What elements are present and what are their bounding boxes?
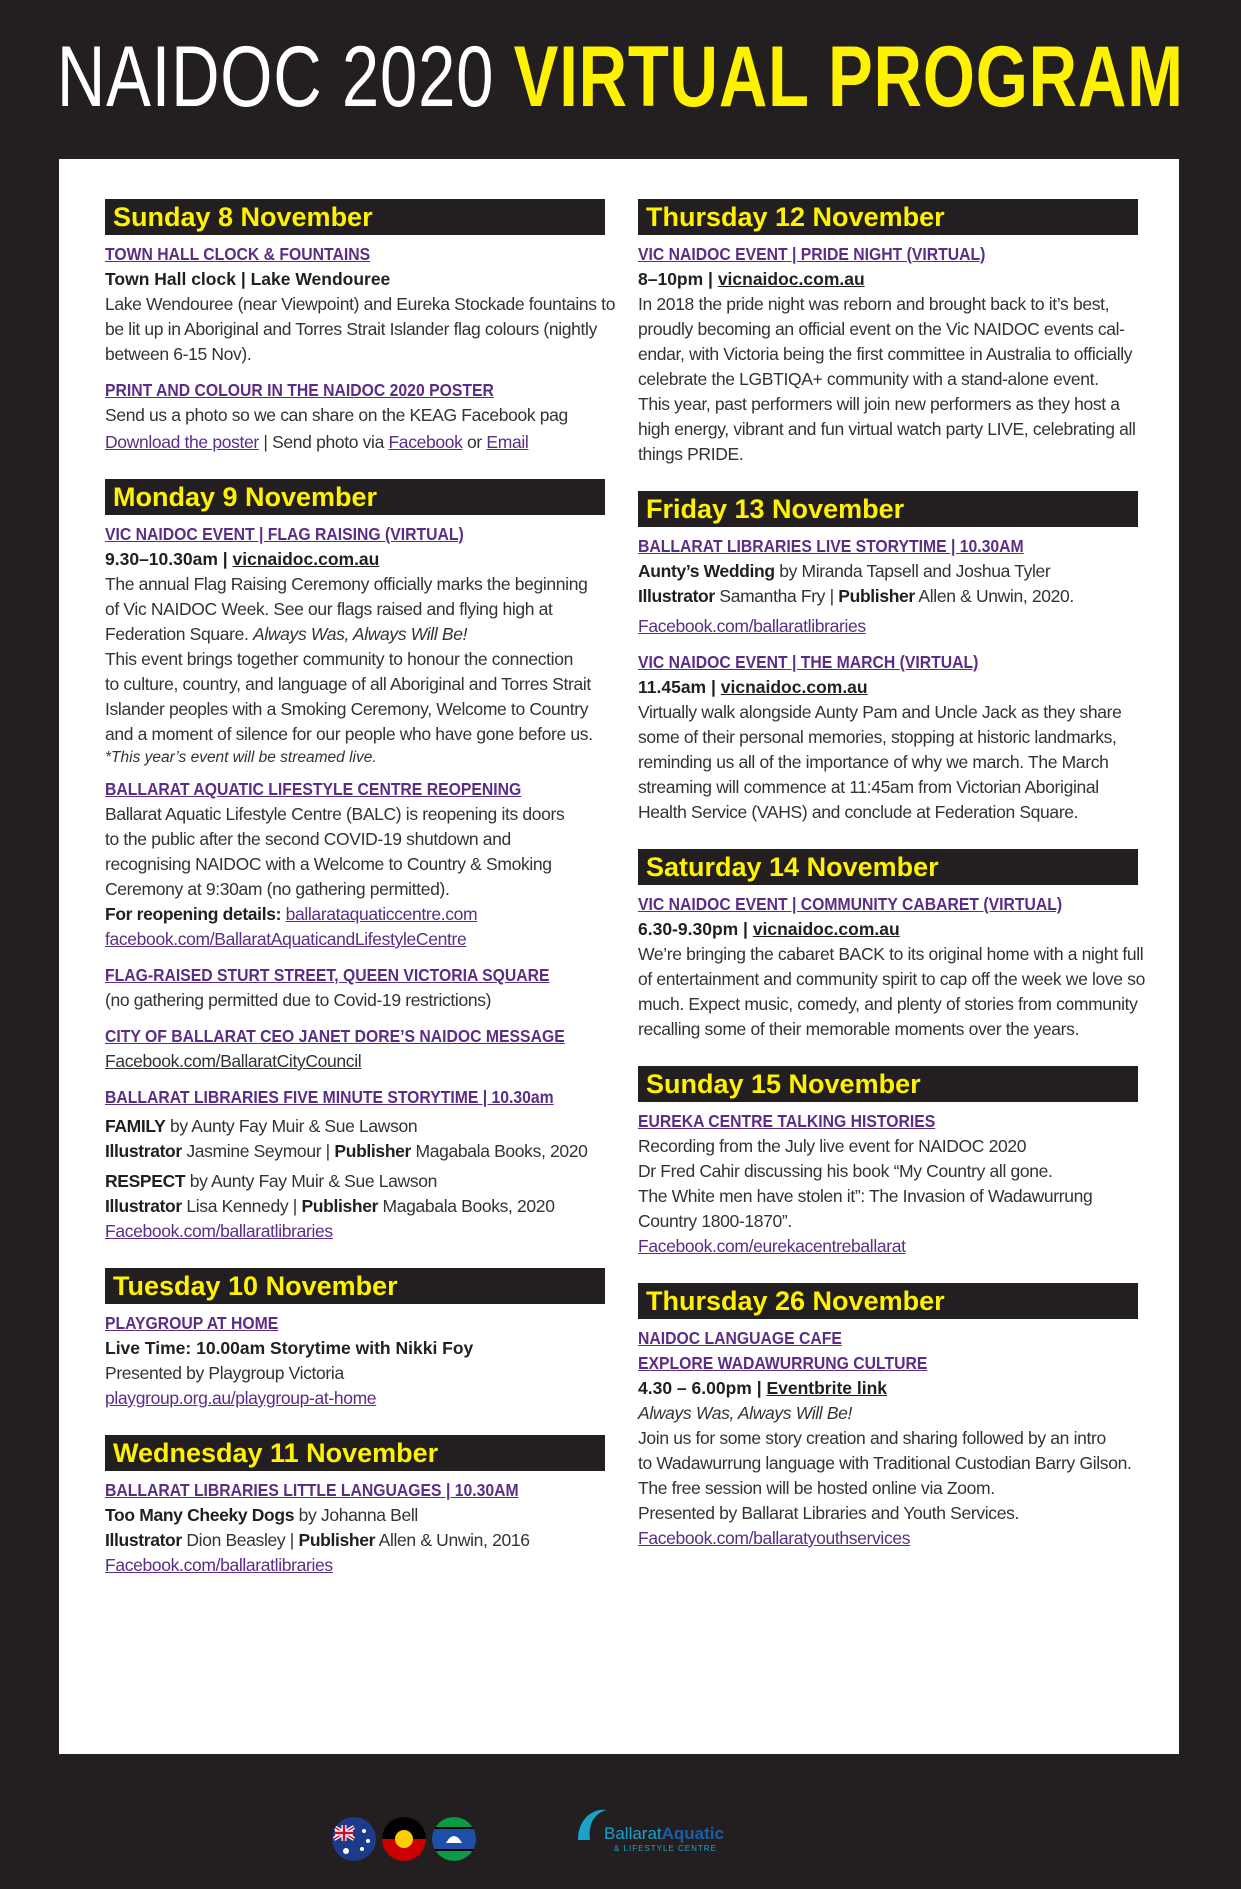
libraries-link-line bbox=[638, 614, 1138, 639]
event-text: Country 1800-1870”. bbox=[638, 1211, 792, 1231]
slogan-text: Always Was, Always Will Be! bbox=[253, 624, 468, 644]
event-the-march bbox=[638, 650, 1138, 825]
book-credits bbox=[105, 1194, 605, 1219]
facebook-link[interactable]: Facebook bbox=[388, 432, 463, 452]
logo-text: Ballarat bbox=[604, 1824, 662, 1843]
event-title[interactable]: CITY OF BALLARAT CEO JANET DORE’S NAIDOC MESSAGE bbox=[105, 1026, 565, 1046]
event-text: proudly becoming an official event on the Vic NAIDOC events cal- bbox=[638, 319, 1125, 339]
wave-icon bbox=[574, 1804, 608, 1844]
publisher-label: Publisher bbox=[334, 1141, 411, 1161]
youth-services-logo bbox=[902, 1817, 1017, 1865]
aquatic-facebook-link[interactable]: facebook.com/BallaratAquaticandLifestyleCentre bbox=[105, 929, 467, 949]
time-text: 11.45am | bbox=[638, 677, 721, 697]
event-title[interactable]: FLAG-RAISED STURT STREET, QUEEN VICTORIA SQUARE bbox=[105, 965, 550, 985]
right-column bbox=[638, 199, 1145, 1551]
event-language-cafe bbox=[638, 1326, 1138, 1551]
event-pride-night bbox=[638, 242, 1138, 467]
event-text: streaming will commence at 11:45am from Victorian Aboriginal bbox=[638, 777, 1099, 797]
event-cabaret bbox=[638, 892, 1145, 1042]
aquatic-facebook-line bbox=[105, 927, 605, 952]
day-header-wed11: Wednesday 11 November bbox=[105, 1435, 605, 1471]
event-time bbox=[638, 267, 1138, 292]
event-sturt-street bbox=[105, 963, 605, 1013]
event-text: things PRIDE. bbox=[638, 444, 744, 464]
event-text: some of their personal memories, stopping at historic landmarks, bbox=[638, 727, 1117, 747]
illustrator-name: Lisa Kennedy | bbox=[181, 1196, 302, 1216]
details-label: For reopening details: bbox=[105, 904, 286, 924]
libraries-facebook-link[interactable]: Facebook.com/ballaratlibraries bbox=[105, 1221, 333, 1241]
event-text: Lake Wendouree (near Viewpoint) and Eureka Stockade fountains to bbox=[105, 294, 616, 314]
book-line bbox=[105, 1169, 605, 1194]
event-text: Ceremony at 9:30am (no gathering permitted). bbox=[105, 879, 450, 899]
event-text: recognising NAIDOC with a Welcome to Country & Smoking bbox=[105, 854, 552, 874]
publisher-label: Publisher bbox=[298, 1530, 376, 1550]
book-author: by Aunty Fay Muir & Sue Lawson bbox=[185, 1171, 437, 1191]
event-little-languages bbox=[105, 1478, 605, 1578]
event-live-storytime bbox=[638, 534, 1138, 639]
illustrator-name: Dion Beasley | bbox=[181, 1530, 299, 1550]
logo-text: CENTRE bbox=[1050, 1827, 1147, 1852]
publisher-name: Magabala Books, 2020 bbox=[411, 1141, 588, 1161]
event-text: Health Service (VAHS) and conclude at Federation Square. bbox=[638, 802, 1079, 822]
youth-link-line bbox=[638, 1526, 1138, 1551]
sponsor-footer bbox=[59, 1799, 1179, 1889]
event-text: Send us a photo so we can share on the KEAG Facebook pag bbox=[105, 405, 568, 425]
australian-flag-icon bbox=[332, 1817, 376, 1861]
logo-text: LIBRARIES bbox=[757, 1829, 881, 1855]
playgroup-link[interactable]: playgroup.org.au/playgroup-at-home bbox=[105, 1388, 377, 1408]
reopening-details bbox=[105, 902, 605, 927]
ballarat-aquatic-logo bbox=[574, 1804, 724, 1853]
event-title[interactable]: VIC NAIDOC EVENT | FLAG RAISING (VIRTUAL) bbox=[105, 524, 464, 544]
event-text: be lit up in Aboriginal and Torres Strait Islander flag colours (nightly bbox=[105, 319, 597, 339]
event-title[interactable]: BALLARAT LIBRARIES LIVE STORYTIME | 10.30AM bbox=[638, 536, 1024, 556]
logo-text: EUREKA bbox=[1049, 1805, 1148, 1830]
event-text: This year, past performers will join new performers as they host a bbox=[638, 394, 1120, 414]
event-text: In 2018 the pride night was reborn and brought back to it’s best, bbox=[638, 294, 1110, 314]
event-text: to the public after the second COVID-19 shutdown and bbox=[105, 829, 511, 849]
eureka-facebook-link[interactable]: Facebook.com/eurekacentreballarat bbox=[638, 1236, 906, 1256]
stream-note: *This year’s event will be streamed live. bbox=[105, 749, 377, 766]
event-text: between 6-15 Nov). bbox=[105, 344, 252, 364]
illustrator-label: Illustrator bbox=[638, 586, 715, 606]
event-five-minute-storytime bbox=[105, 1085, 605, 1244]
book-line bbox=[105, 1503, 605, 1528]
event-time: Live Time: 10.00am Storytime with Nikki Foy bbox=[105, 1338, 474, 1358]
separator-text: | Send photo via bbox=[258, 432, 389, 452]
illustrator-label: Illustrator bbox=[105, 1530, 182, 1550]
event-title[interactable]: TOWN HALL CLOCK & FOUNTAINS bbox=[105, 244, 371, 264]
event-text: recalling some of their memorable moments over the years. bbox=[638, 1019, 1080, 1039]
logo-text: Aquatic bbox=[661, 1824, 724, 1843]
book-credits bbox=[638, 584, 1138, 609]
day-header-sat14: Saturday 14 November bbox=[638, 849, 1138, 885]
illustrator-label: Illustrator bbox=[105, 1141, 182, 1161]
event-flag-raising bbox=[105, 522, 605, 769]
event-ceo-message bbox=[105, 1024, 605, 1074]
publisher-name: Magabala Books, 2020 bbox=[378, 1196, 555, 1216]
event-time bbox=[638, 917, 1138, 942]
illustrator-name: Jasmine Seymour | bbox=[181, 1141, 335, 1161]
event-text: celebrate the LGBTIQA+ community with a stand-alone event. bbox=[638, 369, 1099, 389]
eureka-centre-logo bbox=[1049, 1807, 1148, 1863]
event-text: to culture, country, and language of all Aboriginal and Torres Strait bbox=[105, 674, 591, 694]
poster-links bbox=[105, 430, 605, 455]
event-poster bbox=[105, 378, 605, 455]
left-column bbox=[105, 199, 616, 1578]
event-title[interactable]: BALLARAT AQUATIC LIFESTYLE CENTRE REOPENING bbox=[105, 779, 522, 799]
page-title bbox=[57, 29, 1184, 125]
event-aquatic-reopening bbox=[105, 777, 605, 952]
day-header-thu26: Thursday 26 November bbox=[638, 1283, 1138, 1319]
event-text: The free session will be hosted online via Zoom. bbox=[638, 1478, 995, 1498]
ballarat-emblem-icon bbox=[268, 1800, 328, 1860]
event-text: The annual Flag Raising Ceremony officially marks the beginning bbox=[105, 574, 588, 594]
day-header-sun15: Sunday 15 November bbox=[638, 1066, 1138, 1102]
time-text: 8–10pm | bbox=[638, 269, 718, 289]
book-author: by Johanna Bell bbox=[294, 1505, 418, 1525]
day-header-fri13: Friday 13 November bbox=[638, 491, 1138, 527]
download-poster-link[interactable]: Download the poster bbox=[105, 432, 259, 452]
event-town-hall bbox=[105, 242, 616, 367]
eureka-link-line bbox=[638, 1234, 1138, 1259]
event-title[interactable]: EXPLORE WADAWURRUNG CULTURE bbox=[638, 1353, 928, 1373]
time-text: 4.30 – 6.00pm | bbox=[638, 1378, 767, 1398]
event-text: and a moment of silence for our people who have gone before us. bbox=[105, 724, 593, 744]
event-text: endar, with Victoria being the first committee in Australia to officially bbox=[638, 344, 1133, 364]
day-header-tue10: Tuesday 10 November bbox=[105, 1268, 605, 1304]
vicnaidoc-link[interactable]: vicnaidoc.com.au bbox=[717, 269, 865, 289]
email-link[interactable]: Email bbox=[486, 432, 529, 452]
libraries-link-line bbox=[105, 1553, 605, 1578]
event-time bbox=[638, 675, 1138, 700]
event-text: (no gathering permitted due to Covid-19 restrictions) bbox=[105, 990, 492, 1010]
event-text: The White men have stolen it”: The Invasion of Wadawurrung bbox=[638, 1186, 1093, 1206]
event-playgroup bbox=[105, 1311, 605, 1411]
book-line bbox=[638, 559, 1138, 584]
event-title[interactable]: PLAYGROUP AT HOME bbox=[105, 1313, 279, 1333]
event-text: Ballarat Aquatic Lifestyle Centre (BALC) is reopening its doors bbox=[105, 804, 565, 824]
book-line bbox=[105, 1114, 605, 1139]
libraries-link-line bbox=[105, 1219, 605, 1244]
book-title: RESPECT bbox=[105, 1171, 186, 1191]
event-text: much. Expect music, comedy, and plenty of stories from community bbox=[638, 994, 1138, 1014]
book-title: Too Many Cheeky Dogs bbox=[105, 1505, 295, 1525]
eventbrite-link[interactable]: Eventbrite link bbox=[766, 1378, 888, 1398]
page-header bbox=[0, 0, 1241, 158]
vicnaidoc-link[interactable]: vicnaidoc.com.au bbox=[232, 549, 380, 569]
youth-facebook-link[interactable]: Facebook.com/ballaratyouthservices bbox=[638, 1528, 911, 1548]
council-facebook-link[interactable]: Facebook.com/BallaratCityCouncil bbox=[105, 1051, 362, 1071]
book-title: FAMILY bbox=[105, 1116, 166, 1136]
publisher-name: Allen & Unwin, 2020. bbox=[914, 586, 1074, 606]
event-title[interactable]: VIC NAIDOC EVENT | COMMUNITY CABARET (VIRTUAL) bbox=[638, 894, 1063, 914]
illustrator-label: Illustrator bbox=[105, 1196, 182, 1216]
event-time bbox=[105, 547, 605, 572]
event-title[interactable]: BALLARAT LIBRARIES FIVE MINUTE STORYTIME | 10.30am bbox=[105, 1087, 554, 1107]
event-text: Presented by Playgroup Victoria bbox=[105, 1363, 344, 1383]
event-text: high energy, vibrant and fun virtual watch party LIVE, celebrating all bbox=[638, 419, 1136, 439]
event-text: Virtually walk alongside Aunty Pam and Uncle Jack as they share bbox=[638, 702, 1122, 722]
event-title[interactable]: BALLARAT LIBRARIES LITTLE LANGUAGES | 10.30AM bbox=[105, 1480, 519, 1500]
day-header-mon9: Monday 9 November bbox=[105, 479, 605, 515]
libraries-facebook-link[interactable]: Facebook.com/ballaratlibraries bbox=[105, 1555, 333, 1575]
title-yellow-part: VIRTUAL PROGRAM bbox=[513, 29, 1184, 125]
title-white-part: NAIDOC 2020 bbox=[57, 29, 495, 125]
event-text: reminding us all of the importance of why we march. The March bbox=[638, 752, 1109, 772]
logo-text: YOUTH bbox=[912, 1819, 1007, 1849]
event-text bbox=[105, 622, 605, 647]
event-text: to Wadawurrung language with Traditional Custodian Barry Gilson. bbox=[638, 1453, 1132, 1473]
city-of-ballarat-logo bbox=[119, 1807, 328, 1860]
logo-text: LOVE YOUR LIBRARY bbox=[768, 1854, 870, 1864]
or-text: or bbox=[462, 432, 487, 452]
logo-text: & LIFESTYLE CENTRE bbox=[614, 1844, 717, 1853]
event-text: of entertainment and community spirit to cap off the week we love so bbox=[638, 969, 1145, 989]
aboriginal-flag-icon bbox=[382, 1817, 426, 1861]
text-part: Federation Square. bbox=[105, 624, 254, 644]
time-text: 9.30–10.30am | bbox=[105, 549, 233, 569]
event-title[interactable]: VIC NAIDOC EVENT | PRIDE NIGHT (VIRTUAL) bbox=[638, 244, 986, 264]
event-title[interactable]: PRINT AND COLOUR IN THE NAIDOC 2020 POSTER bbox=[105, 380, 494, 400]
event-text: Dr Fred Cahir discussing his book “My Country all gone. bbox=[638, 1161, 1053, 1181]
playgroup-link-line bbox=[105, 1386, 605, 1411]
event-title[interactable]: VIC NAIDOC EVENT | THE MARCH (VIRTUAL) bbox=[638, 652, 979, 672]
logo-text: SERVICES bbox=[918, 1846, 1000, 1861]
publisher-label: Publisher bbox=[301, 1196, 379, 1216]
aquatic-site-link[interactable]: ballarataquaticcentre.com bbox=[285, 904, 478, 924]
libraries-facebook-link[interactable]: Facebook.com/ballaratlibraries bbox=[638, 616, 866, 636]
book-author: by Miranda Tapsell and Joshua Tyler bbox=[774, 561, 1051, 581]
slogan-text: Always Was, Always Will Be! bbox=[638, 1403, 853, 1423]
logo-text: CITY OF bbox=[119, 1807, 182, 1824]
logo-text: BALLARAT bbox=[1063, 1852, 1134, 1862]
book-title: Aunty’s Wedding bbox=[638, 561, 775, 581]
event-title[interactable]: EUREKA CENTRE TALKING HISTORIES bbox=[638, 1111, 936, 1131]
publisher-label: Publisher bbox=[838, 586, 915, 606]
event-text: Islander peoples with a Smoking Ceremony, Welcome to Country bbox=[105, 699, 589, 719]
vicnaidoc-link[interactable]: vicnaidoc.com.au bbox=[752, 919, 900, 939]
day-header-sun8: Sunday 8 November bbox=[105, 199, 605, 235]
logo-text: BALLARAT bbox=[119, 1827, 264, 1857]
ballarat-libraries-logo bbox=[757, 1809, 881, 1865]
book-credits bbox=[105, 1139, 605, 1164]
time-text: 6.30-9.30pm | bbox=[638, 919, 753, 939]
vicnaidoc-link[interactable]: vicnaidoc.com.au bbox=[720, 677, 868, 697]
publisher-name: Allen & Unwin, 2016 bbox=[375, 1530, 530, 1550]
torres-strait-flag-icon bbox=[432, 1817, 476, 1861]
program-panel bbox=[59, 159, 1179, 1864]
event-time bbox=[638, 1376, 1138, 1401]
event-text: of Vic NAIDOC Week. See our flags raised and flying high at bbox=[105, 599, 553, 619]
book-credits bbox=[105, 1528, 605, 1553]
event-talking-histories bbox=[638, 1109, 1138, 1259]
event-text: We’re bringing the cabaret BACK to its original home with a night full bbox=[638, 944, 1144, 964]
day-header-thu12: Thursday 12 November bbox=[638, 199, 1138, 235]
event-text: Recording from the July live event for NAIDOC 2020 bbox=[638, 1136, 1027, 1156]
book-author: by Aunty Fay Muir & Sue Lawson bbox=[165, 1116, 418, 1136]
illustrator-name: Samantha Fry | bbox=[714, 586, 839, 606]
event-text: Join us for some story creation and sharing followed by an intro bbox=[638, 1428, 1106, 1448]
event-title[interactable]: NAIDOC LANGUAGE CAFE bbox=[638, 1328, 842, 1348]
event-location: Town Hall clock | Lake Wendouree bbox=[105, 269, 391, 289]
event-text: Presented by Ballarat Libraries and Youth Services. bbox=[638, 1503, 1020, 1523]
council-facebook-line bbox=[105, 1049, 605, 1074]
event-text: This event brings together community to honour the connection bbox=[105, 649, 573, 669]
logo-text: BALLARAT bbox=[757, 1807, 881, 1833]
